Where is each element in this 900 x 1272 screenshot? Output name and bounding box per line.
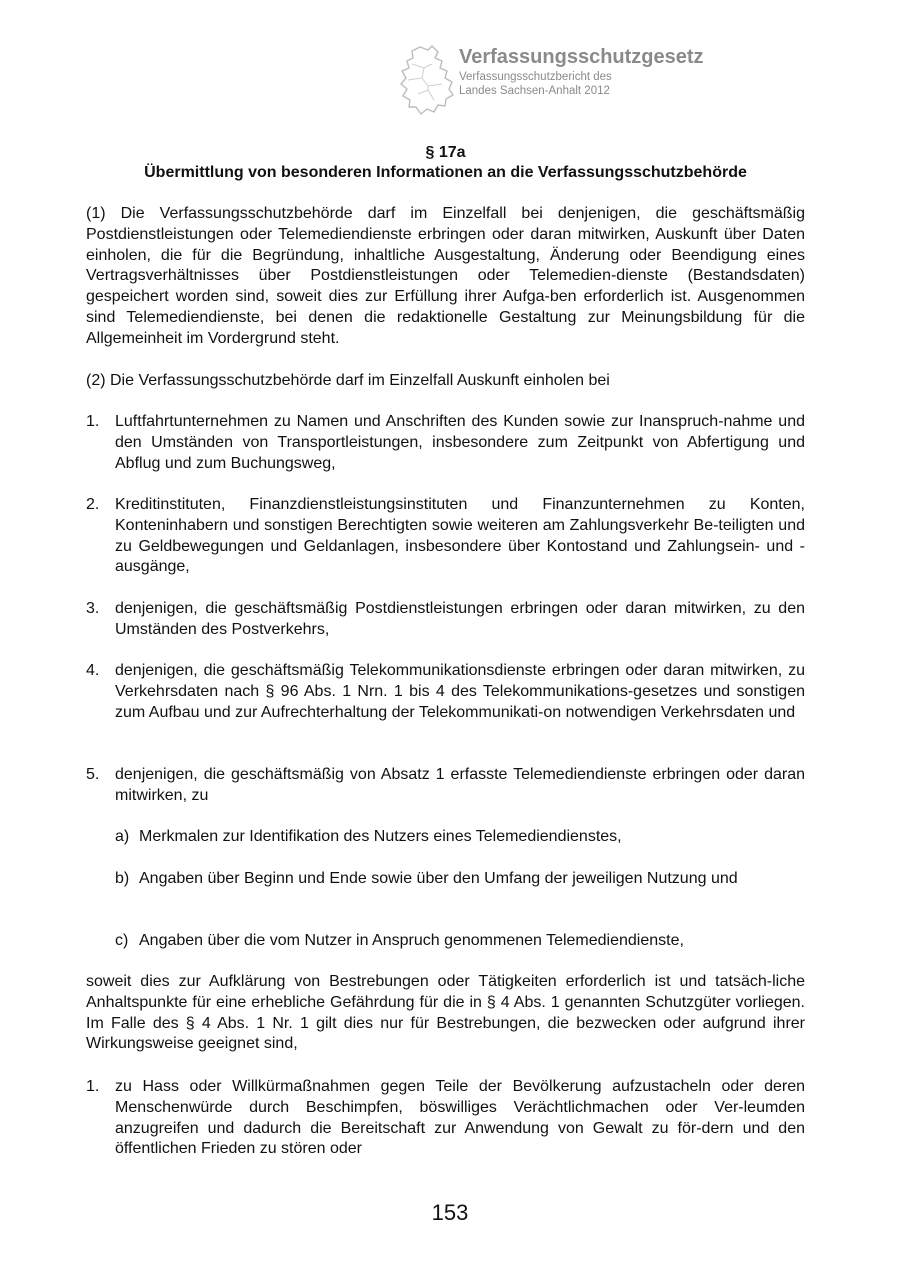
sublist-item-letter: c) xyxy=(115,932,129,949)
paragraph-3: soweit dies zur Aufklärung von Bestrebungen oder Tätigkeiten erforderlich ist und tatsäch-liche Anhaltspunkte für eine erhebliche Gefährdung für die in § 4 Abs. 1 genannten Schutzgüter vorliegen. Im Falle des § 4 Abs. 1 Nr. 1 gilt dies nur für Bestrebungen, die bezwecken oder aufgrund ihrer Wirkungsweise geeignet sind, xyxy=(86,973,805,1053)
sublist-item xyxy=(115,869,805,890)
sublist-item-letter: b) xyxy=(115,870,130,887)
sublist-item xyxy=(115,931,805,952)
list-item-number: 1. xyxy=(86,413,100,430)
sachsen-anhalt-map-icon xyxy=(398,44,458,116)
page-header xyxy=(398,44,728,116)
list-item-text: zu Hass oder Willkürmaßnahmen gegen Teile der Bevölkerung aufzustacheln oder deren Menschenwürde durch Beschimpfen, böswilliges Verächtlichmachen oder Ver-leumden anzugreifen und dadurch die Bereitschaft zur Anwendung von Gewalt zu för-dern und den öffentlichen Frieden zu stören oder xyxy=(115,1078,805,1158)
sublist-item-text: Merkmalen zur Identifikation des Nutzers eines Telemediendienstes, xyxy=(139,828,622,845)
sublist-item xyxy=(115,827,805,848)
paragraph-1: (1) Die Verfassungsschutzbehörde darf im Einzelfall bei denjenigen, die geschäftsmäßig Postdienstleistungen oder Telemediendienste erbringen oder daran mitwirken, Auskunft über Daten einholen, die für die Begründung, inhaltliche Ausgestaltung, Änderung oder Beendigung eines Vertragsverhältnisses über Postdienstleistungen oder Telemedien-dienste (Bestandsdaten) gespeichert worden sind, soweit dies zur Erfüllung ihrer Aufga-ben erforderlich ist. Ausgenommen sind Telemediendienste, bei denen die redaktionelle Gestaltung zur Meinungsbildung für die Allgemeinheit im Vordergrund steht. xyxy=(86,205,805,347)
list-item-number: 4. xyxy=(86,662,100,679)
sublist-item-text: Angaben über die vom Nutzer in Anspruch genommenen Telemediendienste, xyxy=(139,932,684,949)
list-item-number: 5. xyxy=(86,766,100,783)
list-item xyxy=(86,495,805,578)
list-item-text: denjenigen, die geschäftsmäßig Postdienstleistungen erbringen oder daran mitwirken, zu den Umständen des Postverkehrs, xyxy=(115,600,805,638)
list-item-number: 2. xyxy=(86,496,100,513)
list-item-number: 1. xyxy=(86,1078,100,1095)
sublist-item-letter: a) xyxy=(115,828,130,845)
section-number: § 17a xyxy=(425,144,466,161)
list-item xyxy=(86,765,805,807)
list-item-text: denjenigen, die geschäftsmäßig von Absatz 1 erfasste Telemediendienste erbringen oder daran mitwirken, zu xyxy=(115,766,805,804)
header-title: Verfassungsschutzgesetz xyxy=(459,46,704,68)
list-item xyxy=(86,1077,805,1160)
list-item xyxy=(86,412,805,474)
list-item xyxy=(86,661,805,723)
sublist-item-text: Angaben über Beginn und Ende sowie über den Umfang der jeweiligen Nutzung und xyxy=(139,870,738,887)
list-item-text: Luftfahrtunternehmen zu Namen und Anschriften des Kunden sowie zur Inanspruch-nahme und den Umständen von Transportleistungen, insbesondere zum Zeitpunkt von Abfertigung und Abflug und zum Buchungsweg, xyxy=(115,413,805,472)
list-item-text: denjenigen, die geschäftsmäßig Telekommunikationsdienste erbringen oder daran mitwirken, zu Verkehrsdaten nach § 96 Abs. 1 Nrn. 1 bis 4 des Telekommunikations-gesetzes und sonstigen zum Aufbau und zur Aufrechterhaltung der Telekommunikati-on notwendigen Verkehrsdaten und xyxy=(115,662,805,721)
header-subtitle-line1: Verfassungsschutzbericht des xyxy=(459,71,612,83)
header-subtitle-line2: Landes Sachsen-Anhalt 2012 xyxy=(459,85,610,97)
list-item-number: 3. xyxy=(86,600,100,617)
page-number: 153 xyxy=(431,1200,469,1225)
section-title: Übermittlung von besonderen Informationen an die Verfassungsschutzbehörde xyxy=(144,164,747,181)
paragraph-2: (2) Die Verfassungsschutzbehörde darf im Einzelfall Auskunft einholen bei xyxy=(86,372,610,389)
list-item xyxy=(86,599,805,641)
list-item-text: Kreditinstituten, Finanzdienstleistungsinstituten und Finanzunternehmen zu Konten, Konteninhabern und sonstigen Berechtigten sowie weiteren am Zahlungsverkehr Be-teiligten und zu Geldbewegungen und Geldanlagen, insbesondere über Kontostand und Zahlungsein- und -ausgänge, xyxy=(115,496,805,576)
